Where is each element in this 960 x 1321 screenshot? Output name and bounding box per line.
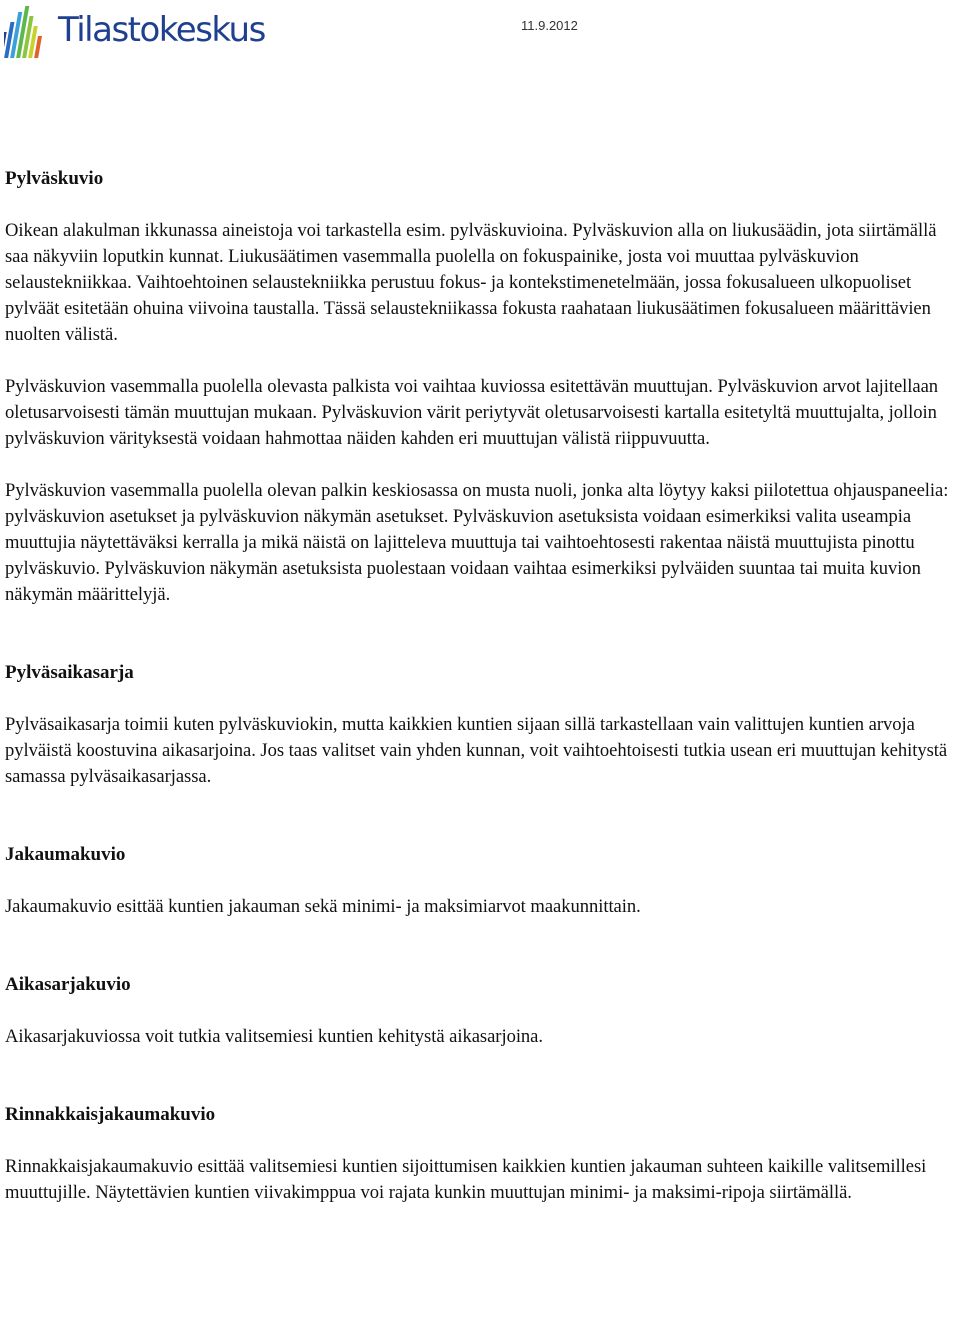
logo-bars-icon bbox=[4, 2, 54, 60]
paragraph: Oikean alakulman ikkunassa aineistoja voi tarkastella esim. pylväskuvioina. Pylväskuvion alla on liukusäädin, jota siirtämällä saa näkyviin loputkin kunnat. Liukusäätimen vasemmalla puolella on fokuspainike, josta voi muuttaa pylväskuvion selaustekniikkaa. Vaihtoehtoinen selaustekniikka perustuu fokus- ja kontekstimenetelmään, jossa fokusalueen ulkopuoliset pylväät esitetään ohuina viivoina taustalla. Tässä selaustekniikassa fokusta raahataan liukusäätimen fokusalueen määrittävien nuolten välistä. bbox=[5, 220, 937, 345]
section-heading: Pylväskuvio bbox=[5, 168, 104, 189]
paragraph: Rinnakkaisjakaumakuvio esittää valitsemiesi kuntien sijoittumisen kaikkien kuntien jakauman suhteen kaikille valitsemillesi muuttujille. Näytettävien kuntien viivakimppua voi rajata kunkin muuttujan minimi- ja maksimi-ripoja siirtämällä. bbox=[5, 1156, 927, 1203]
tilastokeskus-logo bbox=[4, 2, 265, 60]
section-heading: Aikasarjakuvio bbox=[5, 974, 131, 995]
section-heading: Pylväsaikasarja bbox=[5, 662, 134, 683]
paragraph: Pylväskuvion vasemmalla puolella olevan palkin keskiosassa on musta nuoli, jonka alta löytyy kaksi piilotettua ohjauspaneelia: pylväskuvion asetukset ja pylväskuvion näkymän asetukset. Pylväskuvion asetuksista voidaan esimerkiksi valita useampia muuttujia näytettäväksi kerralla ja mikä näistä on lajitteleva muuttuja tai vaihtoehtosesti rakentaa näistä muuttujista pinottu pylväskuvio. Pylväskuvion näkymän asetuksista puolestaan voidaan vaihtaa esimerkiksi pylväiden suuntaa tai muita kuvion näkymän määrittelyjä. bbox=[5, 480, 949, 605]
paragraph: Jakaumakuvio esittää kuntien jakauman sekä minimi- ja maksimiarvot maakunnittain. bbox=[5, 896, 641, 917]
section-jakaumakuvio bbox=[5, 842, 960, 920]
section-pylvasaikasarja bbox=[5, 660, 960, 790]
paragraph: Pylväskuvion vasemmalla puolella olevasta palkista voi vaihtaa kuviossa esitettävän muuttujan. Pylväskuvion arvot lajitellaan oletusarvoisesti tämän muuttujan mukaan. Pylväskuvion värit periytyvät oletusarvoisesti kartalla esitetyltä muuttujalta, jolloin pylväskuvion värityksestä voidaan hahmottaa näiden kahden eri muuttujan välistä riippuvuutta. bbox=[5, 376, 939, 449]
section-pylvaskuvio bbox=[5, 166, 960, 608]
section-heading: Rinnakkaisjakaumakuvio bbox=[5, 1104, 216, 1125]
paragraph: Pylväsaikasarja toimii kuten pylväskuviokin, mutta kaikkien kuntien sijaan sillä tarkastellaan vain valittujen kuntien arvoja pylväistä koostuvina aikasarjoina. Jos taas valitset vain yhden kunnan, voit vaihtoehtoisesti tutkia usean eri muuttujan kehitystä samassa pylväsaikasarjassa. bbox=[5, 714, 948, 787]
section-heading: Jakaumakuvio bbox=[5, 844, 126, 865]
document-date: 11.9.2012 bbox=[521, 18, 578, 33]
document-body bbox=[5, 166, 960, 1206]
section-aikasarjakuvio bbox=[5, 972, 960, 1050]
paragraph: Aikasarjakuviossa voit tutkia valitsemiesi kuntien kehitystä aikasarjoina. bbox=[5, 1026, 543, 1047]
section-rinnakkaisjakaumakuvio bbox=[5, 1102, 960, 1206]
logo-text: Tilastokeskus bbox=[58, 10, 265, 50]
